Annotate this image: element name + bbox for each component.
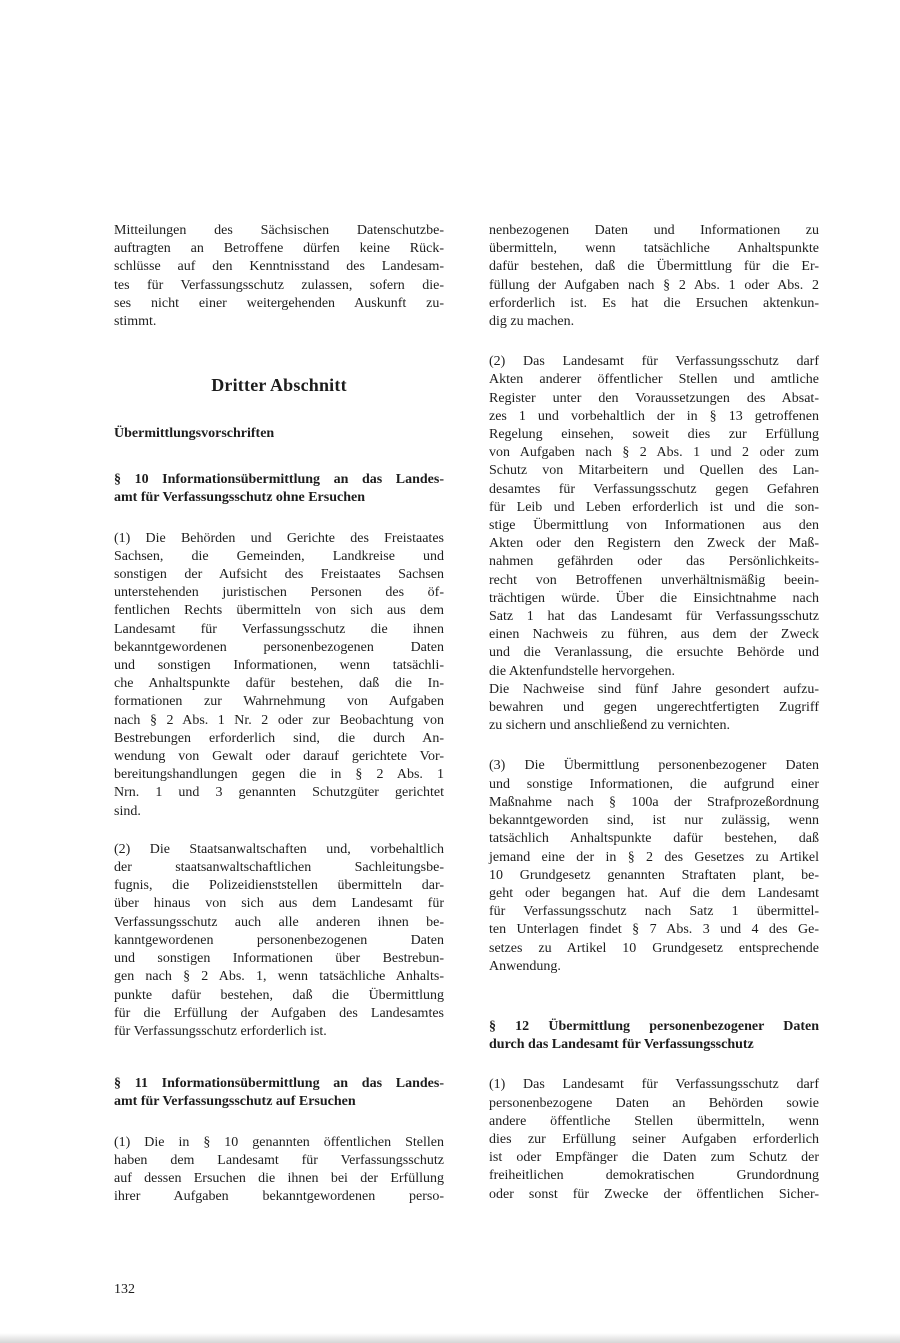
text-line: Maßnahme nach § 100a der Strafprozeßordnung (489, 794, 819, 810)
text-line: Regelung einsehen, soweit dies zur Erfüllung (489, 427, 819, 443)
section-subtitle: Übermittlungsvorschriften (114, 426, 275, 442)
text-line: unterstehenden juristischen Personen des öf- (114, 585, 444, 601)
text-line: Register unter den Voraussetzungen des Absat- (489, 390, 819, 406)
text-line: Mitteilungen des Sächsischen Datenschutzbe- (114, 223, 444, 238)
text-line: stige Übermittlung von Informationen aus den (489, 518, 819, 534)
text-line: bekanntgewordenen personenbezogenen Daten (114, 639, 444, 655)
section-11-paragraph-3 (489, 757, 819, 975)
section-11-paragraph-2b (489, 681, 819, 736)
text-line: und sonstigen Informationen über Bestrebun- (114, 951, 444, 967)
text-line: für Leib und Leben erforderlich ist und die son- (489, 499, 819, 515)
text-line: Nrn. 1 und 3 genannten Schutzgüter gerichtet (114, 785, 444, 801)
text-line: fugnis, die Polizeidienststellen übermitteln dar- (114, 878, 444, 894)
text-line: Verfassungsschutz auch alle anderen ihnen be- (114, 914, 444, 930)
text-line: und sonstige Informationen, die aufgrund einer (489, 776, 819, 792)
text-line: sonstigen der Aufsicht des Freistaates Sachsen (114, 567, 444, 583)
text-line: kanntgewordenen personenbezogenen Daten (114, 932, 444, 948)
section-11-paragraph-2 (489, 353, 819, 681)
text-line: personenbezogene Daten an Behörden sowie (489, 1095, 819, 1111)
text-line: erforderlich ist. Es hat die Ersuchen aktenkun- (489, 295, 819, 311)
text-line: stimmt. (114, 314, 157, 330)
text-line: Akten anderer öffentlicher Stellen und amtliche (489, 372, 819, 388)
text-line: Schutz von Mitarbeitern und Quellen des Lan- (489, 463, 819, 479)
text-line: (1) Die Behörden und Gerichte des Freistaates (114, 530, 444, 546)
text-line: bekanntgeworden sind, ist nur zulässig, wenn (489, 813, 819, 829)
text-line: recht von Betroffenen unverhältnismäßig beein- (489, 572, 819, 588)
text-line: trächtigen würde. Über die Einsichtnahme nach (489, 590, 819, 606)
section-12-heading (489, 1018, 819, 1054)
text-line: bewahren und gegen ungerechtfertigten Zugriff (489, 700, 819, 716)
section-10-paragraph-2 (114, 841, 444, 1041)
text-line: und die Veranlassung, die ersuchte Behörde und (489, 645, 819, 661)
text-line: (1) Das Landesamt für Verfassungsschutz darf (489, 1077, 819, 1093)
text-line: sind. (114, 803, 141, 819)
text-line: Bestrebungen erforderlich sind, die durch An- (114, 730, 444, 746)
page-edge-shadow (0, 1333, 900, 1343)
text-line: gen nach § 2 Abs. 1, wenn tatsächliche Anhalts- (114, 969, 444, 985)
text-line: nach § 2 Abs. 1 Nr. 2 oder zur Beobachtung von (114, 712, 444, 728)
text-line: wendung von Gewalt oder darauf gerichtete Vor- (114, 749, 444, 765)
text-line: bereitungshandlungen gegen die in § 2 Abs. 1 (114, 767, 444, 783)
text-line: nahmen gefährden oder das Persönlichkeits- (489, 554, 819, 570)
text-line: für Verfassungsschutz erforderlich ist. (114, 1023, 327, 1039)
text-line: Anwendung. (489, 958, 561, 974)
text-line: ten Unterlagen findet § 7 Abs. 3 und 4 des Ge- (489, 922, 819, 938)
text-line: Die Nachweise sind fünf Jahre gesondert aufzu- (489, 681, 819, 697)
text-line: che Anhaltspunkte dafür bestehen, daß die In- (114, 676, 444, 692)
intro-paragraph (114, 222, 444, 331)
section-title: Dritter Abschnitt (211, 375, 347, 396)
section-11-heading (114, 1075, 444, 1111)
text-line: (3) Die Übermittlung personenbezogener Daten (489, 758, 819, 774)
text-line: freiheitlichen demokratischen Grundordnung (489, 1168, 819, 1184)
text-line: § 10 Informationsübermittlung an das Landes- (114, 472, 444, 488)
text-line: (1) Die in § 10 genannten öffentlichen Stellen (114, 1134, 444, 1150)
text-line: tatsächlich Anhaltspunkte dafür bestehen, daß (489, 831, 819, 847)
section-11-paragraph-1-continued (489, 222, 819, 331)
text-line: fentlichen Rechts übermitteln von sich aus dem (114, 603, 444, 619)
text-line: für die Erfüllung der Aufgaben des Landesamtes (114, 1005, 444, 1021)
text-line: von Aufgaben nach § 2 Abs. 1 und 2 oder zum (489, 445, 819, 461)
section-10-paragraph-1 (114, 530, 444, 821)
text-line: auf dessen Ersuchen die ihnen bei der Erfüllung (114, 1170, 444, 1186)
text-line: dig zu machen. (489, 314, 575, 330)
text-line: § 11 Informationsübermittlung an das Landes- (114, 1076, 444, 1092)
text-line: dies zur Erfüllung seiner Aufgaben erforderlich (489, 1131, 819, 1147)
text-line: dafür bestehen, daß die Übermittlung für die Er- (489, 259, 819, 275)
text-line: Akten oder den Registern den Zweck der Maß- (489, 536, 819, 552)
section-10-heading (114, 471, 444, 507)
text-line: Landesamt für Verfassungsschutz die ihnen (114, 621, 444, 637)
text-line: jemand eine der in § 2 des Gesetzes zu Artikel (489, 849, 819, 865)
text-line: tes für Verfassungsschutz zulassen, sofern die- (114, 277, 444, 293)
text-line: haben dem Landesamt für Verfassungsschutz (114, 1152, 444, 1168)
text-line: Sachsen, die Gemeinden, Landkreise und (114, 548, 444, 564)
text-line: desamtes für Verfassungsschutz gegen Gefahren (489, 481, 819, 497)
text-line: ist oder Empfänger die Daten zum Schutz der (489, 1150, 819, 1166)
text-line: durch das Landesamt für Verfassungsschutz (489, 1037, 754, 1053)
text-line: Satz 1 hat das Landesamt für Verfassungsschutz (489, 609, 819, 625)
text-line: übermitteln, wenn tatsächliche Anhaltspunkte (489, 241, 819, 257)
text-line: (2) Das Landesamt für Verfassungsschutz darf (489, 354, 819, 370)
section-11-paragraph-1 (114, 1134, 444, 1207)
text-line: 10 Grundgesetz genannten Straftaten plant, be- (489, 867, 819, 883)
text-line: amt für Verfassungsschutz auf Ersuchen (114, 1094, 356, 1110)
text-line: setzes zu Artikel 10 Grundgesetz entsprechende (489, 940, 819, 956)
text-line: die Aktenfundstelle hervorgehen. (489, 663, 675, 679)
text-line: der staatsanwaltschaftlichen Sachleitungsbe- (114, 860, 444, 876)
section-12-paragraph-1 (489, 1076, 819, 1203)
text-line: füllung der Aufgaben nach § 2 Abs. 1 oder Abs. 2 (489, 277, 819, 293)
page-number: 132 (114, 1282, 135, 1297)
text-line: andere öffentliche Stellen übermitteln, wenn (489, 1113, 819, 1129)
text-line: nenbezogenen Daten und Informationen zu (489, 223, 819, 238)
text-line: punkte dafür bestehen, daß die Übermittlung (114, 987, 444, 1003)
text-line: geht oder begangen hat. Auf die dem Landesamt (489, 885, 819, 901)
text-line: § 12 Übermittlung personenbezogener Daten (489, 1018, 819, 1034)
text-line: oder sonst für Zwecke der öffentlichen Sicher- (489, 1186, 819, 1202)
right-column (489, 222, 819, 1224)
text-line: zu sichern und anschließend zu vernichten. (489, 718, 731, 734)
text-line: zes 1 und vorbehaltlich der in § 13 getroffenen (489, 408, 819, 424)
text-line: über hinaus von sich aus dem Landesamt für (114, 896, 444, 912)
text-line: (2) Die Staatsanwaltschaften und, vorbehaltlich (114, 841, 444, 857)
text-line: auftragten an Betroffene dürfen keine Rück- (114, 241, 444, 257)
text-line: amt für Verfassungsschutz ohne Ersuchen (114, 490, 365, 506)
text-line: ses nicht einer weitergehenden Auskunft zu- (114, 295, 444, 311)
text-line: einen Nachweis zu führen, aus dem der Zweck (489, 627, 819, 643)
text-line: formationen zur Wahrnehmung von Aufgaben (114, 694, 444, 710)
text-line: für Verfassungsschutz nach Satz 1 übermittel- (489, 904, 819, 920)
left-column (114, 222, 444, 1226)
text-line: ihrer Aufgaben bekanntgewordenen perso- (114, 1189, 444, 1205)
text-line: schlüsse auf den Kenntnisstand des Landesam- (114, 259, 444, 275)
text-line: und sonstigen Informationen, wenn tatsächli- (114, 658, 444, 674)
